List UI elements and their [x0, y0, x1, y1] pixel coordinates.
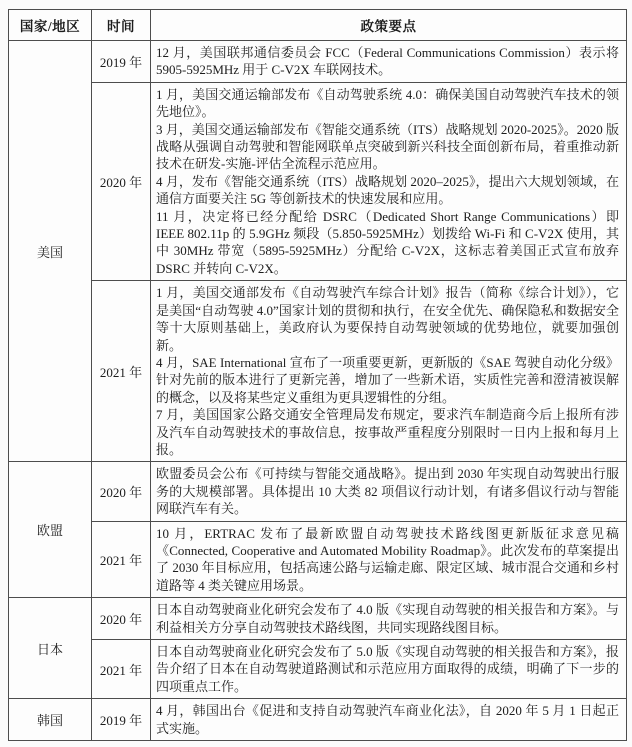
policy-paragraph: 10 月，ERTRAC 发布了最新欧盟自动驾驶技术路线图更新版征求意见稿《Connected, Cooperative and Automated Mobility Roadmap》。此次发布的草案提出了 2030 年目标应用，包括高速公路与运输走廊、限定区域、城市混合交通和乡村道路等 4 类关键应用场景。	[156, 525, 619, 593]
table-row-korea-2019	[9, 699, 627, 741]
policy-paragraph: 欧盟委员会公布《可持续与智能交通战略》。提出到 2030 年实现自动驾驶出行服务的大规模部署。具体提出 10 大类 82 项倡议行动计划，有诸多倡议行动与智能网联汽车有关。	[156, 466, 619, 517]
policy-paragraph: 4 月，发布《智能交通系统（ITS）战略规划 2020–2025》，提出六大规划领域，在通信方面要关注 5G 等创新技术的快速发展和应用。	[156, 173, 619, 207]
policy-cell-usa-2021	[151, 281, 627, 462]
header-cell-country: 国家/地区	[9, 10, 92, 41]
table-row-eu-2021	[9, 521, 627, 598]
table-row-japan-2021	[9, 640, 627, 699]
policy-paragraph: 1 月，美国交通运输部发布《自动驾驶系统 4.0：确保美国自动驾驶汽车技术的领先地位》。	[156, 86, 619, 120]
table-row-usa-2021	[9, 281, 627, 462]
policy-cell-usa-2019	[151, 41, 627, 83]
policy-paragraph: 12 月，美国联邦通信委员会 FCC（Federal Communications Commission）表示将 5905-5925MHz 用于 C-V2X 车联网技术。	[156, 45, 619, 78]
policy-cell-usa-2020	[151, 82, 627, 280]
policy-paragraph: 11 月，决定将已经分配给 DSRC（Dedicated Short Range Communications）即 IEEE 802.11p 的 5.9GHz 频段（5.850-5925MHz）划拨给 Wi-Fi 和 C-V2X 使用，其中 30MHz 带宽（5895-5925MHz）分配给 C-V2X，这标志着美国正式宣布放弃 DSRC 并转向 C-V2X。	[156, 208, 619, 276]
policy-cell-eu-2020	[151, 462, 627, 521]
header-cell-policy: 政策要点	[151, 10, 627, 41]
policy-cell-japan-2020	[151, 598, 627, 640]
year-cell-usa-2019: 2019 年	[92, 41, 151, 83]
policy-table	[8, 9, 627, 741]
country-cell-usa: 美国	[9, 41, 92, 462]
policy-paragraph: 7 月，美国国家公路交通安全管理局发布规定，要求汽车制造商今后上报所有涉及汽车自动驾驶技术的事故信息，按事故严重程度分别限时一日内上报和每月上报。	[156, 407, 619, 457]
table-row-eu-2020	[9, 462, 627, 521]
country-cell-korea: 韩国	[9, 699, 92, 741]
policy-paragraph: 4 月，韩国出台《促进和支持自动驾驶汽车商业化法》，自 2020 年 5 月 1 日起正式实施。	[156, 703, 619, 736]
policy-cell-korea-2019	[151, 699, 627, 741]
table-row-usa-2020	[9, 82, 627, 280]
table-row-japan-2020	[9, 598, 627, 640]
policy-paragraph: 1 月，美国交通部发布《自动驾驶汽车综合计划》报告（简称《综合计划》），它是美国“自动驾驶 4.0”国家计划的贯彻和执行，在安全优先、确保隐私和数据安全等十大原则基础上，美政府认为要保持自动驾驶领域的优势地位，就要加强创新。	[156, 285, 619, 353]
country-cell-japan: 日本	[9, 598, 92, 699]
year-cell-japan-2020: 2020 年	[92, 598, 151, 640]
year-cell-usa-2021: 2021 年	[92, 281, 151, 462]
year-cell-eu-2020: 2020 年	[92, 462, 151, 521]
policy-cell-japan-2021	[151, 640, 627, 699]
year-cell-japan-2021: 2021 年	[92, 640, 151, 699]
header-cell-time: 时间	[92, 10, 151, 41]
policy-paragraph: 日本自动驾驶商业化研究会发布了 4.0 版《实现自动驾驶的相关报告和方案》。与利益相关方分享自动驾驶技术路线图，共同实现路线图目标。	[156, 602, 619, 635]
year-cell-usa-2020: 2020 年	[92, 82, 151, 280]
year-cell-korea-2019: 2019 年	[92, 699, 151, 741]
policy-paragraph: 4 月，SAE International 宣布了一项重要更新，更新版的《SAE 驾驶自动化分级》针对先前的版本进行了更新完善，增加了一些新术语，实质性完善和澄清被误解的概念，以及将某些定义重组为更具逻辑性的分组。	[156, 354, 619, 405]
policy-cell-eu-2021	[151, 521, 627, 598]
country-cell-eu: 欧盟	[9, 462, 92, 598]
table-row-usa-2019	[9, 41, 627, 83]
table-header-row	[9, 10, 627, 41]
year-cell-eu-2021: 2021 年	[92, 521, 151, 598]
policy-paragraph: 日本自动驾驶商业化研究会发布了 5.0 版《实现自动驾驶的相关报告和方案》，报告介绍了日本在自动驾驶道路测试和示范应用方面取得的成绩，明确了下一步的四项重点工作。	[156, 644, 619, 694]
policy-paragraph: 3 月，美国交通运输部发布《智能交通系统（ITS）战略规划 2020-2025》。2020 版战略从强调自动驾驶和智能网联单点突破到新兴科技全面创新布局，着重推动新技术在研发-实施-评估全流程示范应用。	[156, 121, 619, 172]
